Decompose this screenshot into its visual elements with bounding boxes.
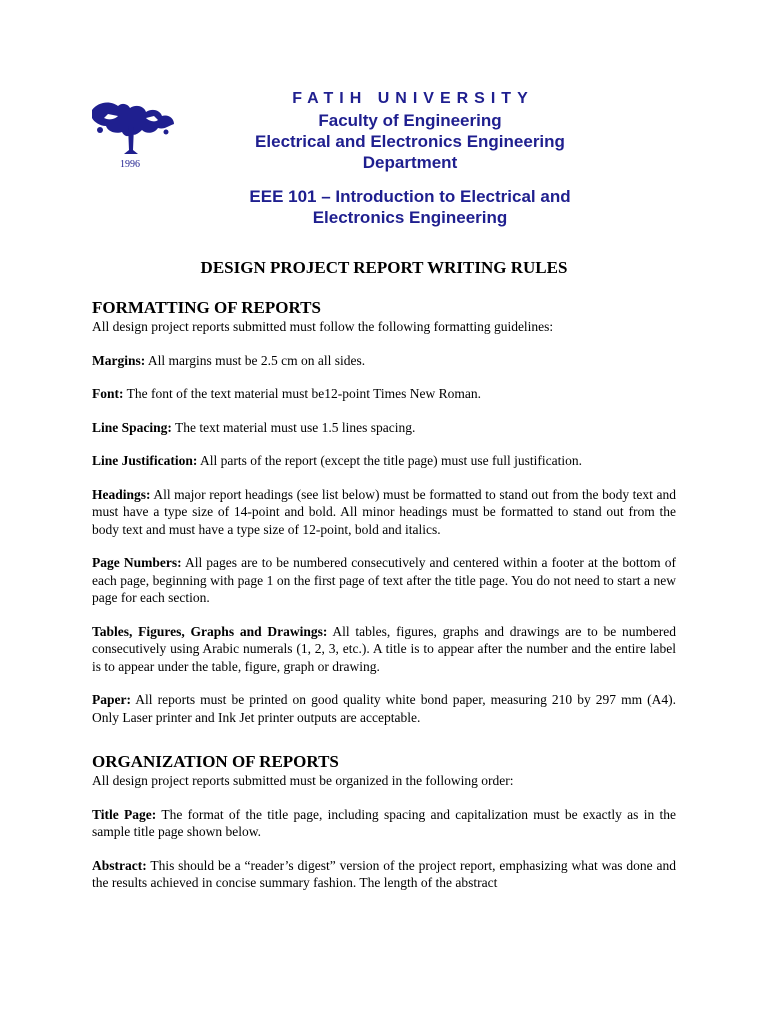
document-header [175,88,645,228]
document-title: DESIGN PROJECT REPORT WRITING RULES [200,258,568,277]
university-logo-icon [88,96,178,172]
rule-line-justification: Line Justification: All parts of the report (except the title page) must use full justification. [92,453,583,468]
department-line-1: Electrical and Electronics Engineering [255,132,565,151]
course-line-2: Electronics Engineering [312,208,508,227]
organization-intro: All design project reports submitted must be organized in the following order: [92,773,514,788]
document-body [92,298,676,892]
course-line-1: EEE 101 – Introduction to Electrical and [249,187,571,206]
department-line-2: Department [362,153,458,172]
formatting-heading: FORMATTING OF REPORTS [92,298,321,317]
rule-font: Font: The font of the text material must be12-point Times New Roman. [92,386,481,401]
rule-margins: Margins: All margins must be 2.5 cm on all sides. [92,352,366,368]
faculty-name: Faculty of Engineering [318,111,502,130]
organization-heading: ORGANIZATION OF REPORTS [92,752,339,771]
logo-year: 1996 [120,159,140,170]
rule-line-spacing: Line Spacing: The text material must use 1.5 lines spacing. [92,419,416,435]
rule-headings: Headings: All major report headings (see list below) must be formatted to stand out from the body text and must have a type size of 14-point and bold. All minor headings must be formatted to stand out from the body text and must have a type size of 12-point, bold and italics. [92,486,676,537]
rule-title-page: Title Page: The format of the title page, including spacing and capitalization must be exactly as in the sample title page shown below. [92,806,676,839]
rule-paper: Paper: All reports must be printed on good quality white bond paper, measuring 210 by 297 mm (A4). Only Laser printer and Ink Jet printer outputs are acceptable. [92,692,676,725]
rule-tables-figures: Tables, Figures, Graphs and Drawings: All tables, figures, graphs and drawings are to be numbered consecutively using Arabic numerals (1, 2, 3, etc.). A title is to appear after the number and the entire label is to appear under the table, figure, graph or drawing. [92,623,677,674]
rule-page-numbers: Page Numbers: All pages are to be numbered consecutively and centered within a footer at the bottom of each page, beginning with page 1 on the first page of text after the title page. You do not need to start a new page for each section. [92,555,677,605]
formatting-intro: All design project reports submitted must follow the following formatting guidelines: [92,319,554,334]
rule-abstract: Abstract: This should be a “reader’s digest” version of the project report, emphasizing what was done and the results achieved in concise summary fashion. The length of the abstract [92,857,676,890]
university-name: FATIH UNIVERSITY [292,90,534,107]
